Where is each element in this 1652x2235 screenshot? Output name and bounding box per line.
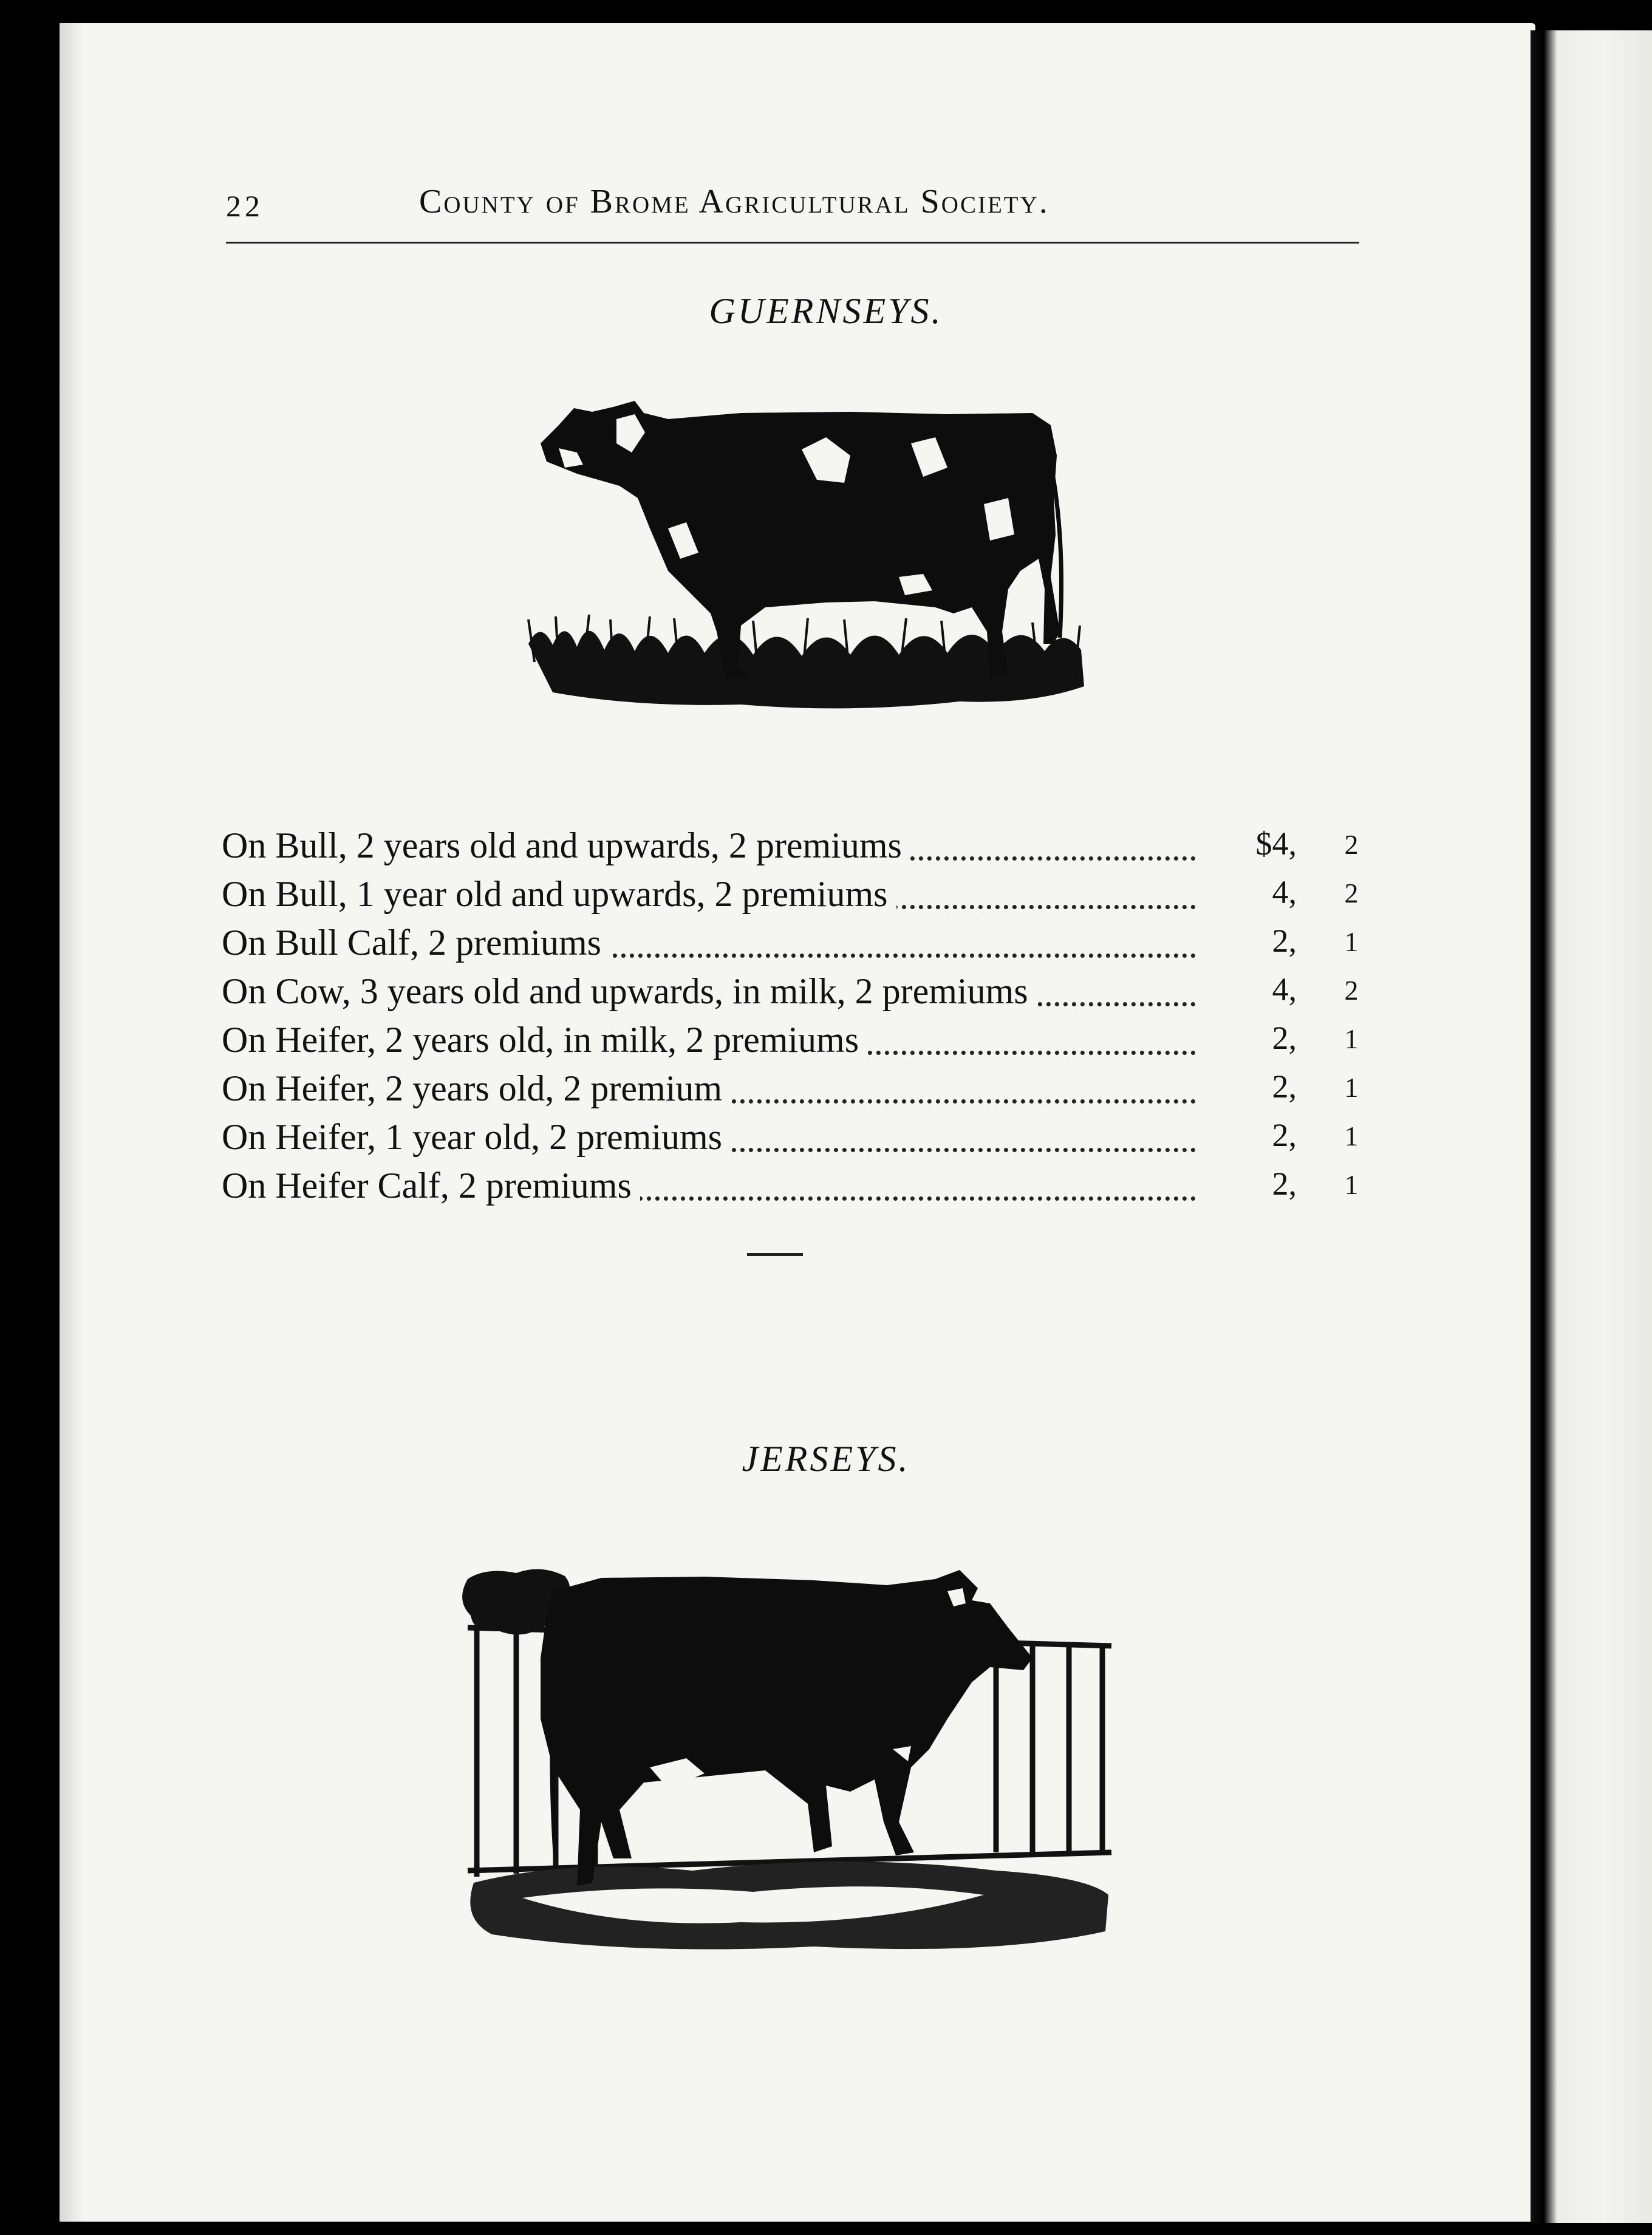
second-premium: 2 bbox=[1344, 975, 1359, 1006]
second-premium: 1 bbox=[1344, 1023, 1359, 1054]
second-premium: 1 bbox=[1344, 1169, 1359, 1200]
second-premium: 1 bbox=[1344, 1072, 1359, 1103]
guernsey-prize-list bbox=[222, 820, 1376, 1209]
prize-row bbox=[222, 917, 1376, 966]
running-title: County of Brome Agricultural Society. bbox=[419, 183, 1050, 220]
guernsey-cow-illustration bbox=[486, 377, 1105, 717]
page-number: 22 bbox=[226, 189, 264, 223]
second-premium: 2 bbox=[1344, 878, 1359, 909]
prize-class: On Cow, 3 years old and upwards, in milk, 2 premiums bbox=[222, 971, 1037, 1012]
second-premium: 2 bbox=[1344, 829, 1359, 860]
prize-row bbox=[222, 1111, 1376, 1160]
jersey-cow-illustration bbox=[449, 1567, 1118, 1956]
header-rule bbox=[226, 242, 1359, 244]
first-premium: 2, bbox=[1200, 1068, 1297, 1105]
prize-row bbox=[222, 820, 1376, 868]
first-premium: 2, bbox=[1200, 1116, 1297, 1154]
section-divider bbox=[747, 1253, 803, 1256]
prize-row bbox=[222, 1160, 1376, 1209]
second-premium: 1 bbox=[1344, 926, 1359, 957]
second-premium: 1 bbox=[1344, 1121, 1359, 1152]
page-edge-shadow bbox=[60, 23, 84, 2222]
guernseys-heading: GUERNSEYS. bbox=[709, 291, 943, 331]
prize-class: On Bull, 2 years old and upwards, 2 premiums bbox=[222, 825, 910, 867]
prize-row bbox=[222, 1063, 1376, 1111]
prize-row bbox=[222, 1014, 1376, 1063]
first-premium: 2, bbox=[1200, 922, 1297, 960]
prize-class: On Heifer, 2 years old, in milk, 2 premiums bbox=[222, 1019, 867, 1061]
cow-body bbox=[541, 1570, 1032, 1886]
prize-class: On Heifer, 2 years old, 2 premium bbox=[222, 1068, 731, 1110]
prize-row bbox=[222, 966, 1376, 1014]
prize-class: On Bull, 1 year old and upwards, 2 premiums bbox=[222, 873, 896, 915]
first-premium: 4, bbox=[1200, 971, 1297, 1008]
jerseys-heading: JERSEYS. bbox=[742, 1439, 910, 1479]
first-premium: $4, bbox=[1200, 825, 1297, 862]
prize-row bbox=[222, 868, 1376, 917]
first-premium: 2, bbox=[1200, 1019, 1297, 1057]
prize-class: On Heifer, 1 year old, 2 premiums bbox=[222, 1116, 731, 1158]
facing-page-gutter bbox=[1531, 30, 1652, 2223]
prize-class: On Bull Calf, 2 premiums bbox=[222, 922, 610, 964]
prize-class: On Heifer Calf, 2 premiums bbox=[222, 1165, 640, 1207]
first-premium: 4, bbox=[1200, 873, 1297, 911]
first-premium: 2, bbox=[1200, 1165, 1297, 1203]
